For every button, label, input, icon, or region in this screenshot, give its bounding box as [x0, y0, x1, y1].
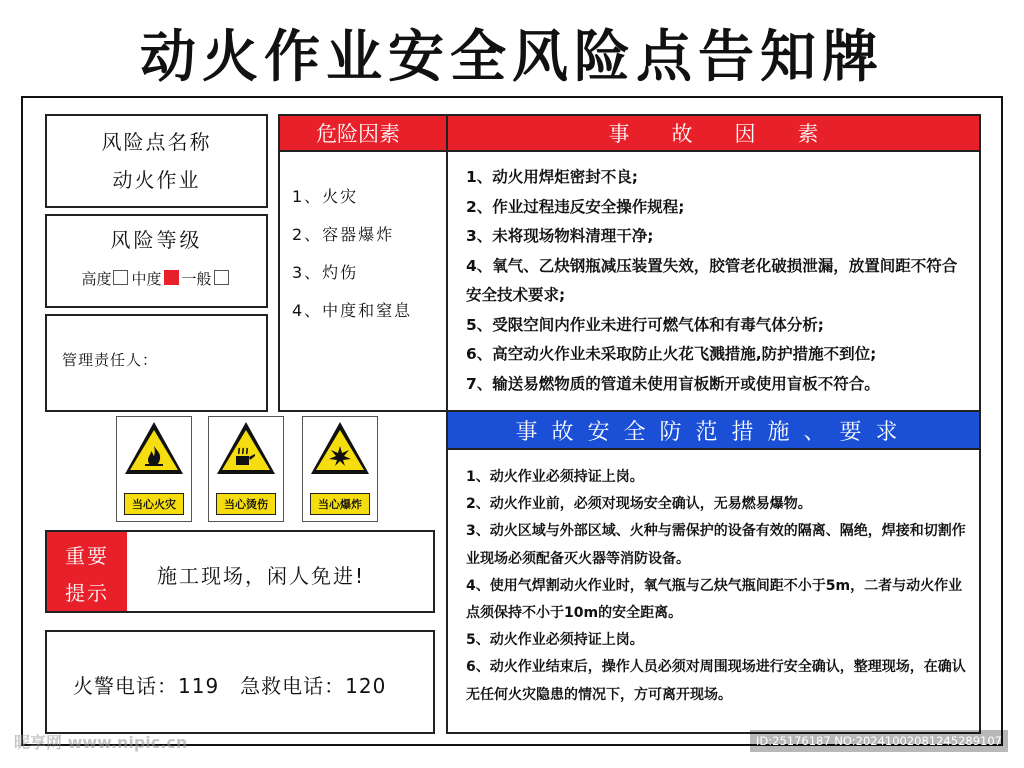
risk-level-checkbox	[164, 270, 179, 285]
risk-level-options	[47, 268, 266, 289]
fire-icon	[142, 445, 166, 467]
measures-box	[446, 410, 981, 734]
risk-level-checkbox	[214, 270, 229, 285]
manager-label: 管理责任人：	[62, 351, 159, 369]
hazard-item: 1、火灾	[292, 187, 359, 206]
causes-box	[446, 114, 981, 412]
cause-item: 5、受限空间内作业未进行可燃气体和有毒气体分析;	[466, 315, 824, 334]
watermark-left: 昵享网 www.nipic.cn	[14, 733, 188, 752]
phones-text: 火警电话：119 急救电话：120	[73, 674, 387, 698]
measure-item: 3、动火区域与外部区域、火种与需保护的设备有效的隔离、隔绝，焊接和切割作业现场必须配备灭火器等消防设备。	[466, 523, 966, 567]
cause-item: 6、高空动火作业未采取防止火花飞溅措施,防护措施不到位;	[466, 345, 877, 363]
risk-level-option-label: 中度	[131, 270, 162, 288]
causes-header: 事 故 因 素	[448, 116, 979, 152]
important-text: 施工现场，闲人免进!	[157, 564, 366, 588]
risk-point-label: 风险点名称	[101, 130, 212, 154]
hazard-item: 2、容器爆炸	[292, 225, 395, 244]
risk-level-option-label: 高度	[81, 270, 112, 288]
measures-header: 事故安全防范措施、要求	[448, 412, 979, 450]
cause-item: 4、氧气、乙炔钢瓶减压装置失效，胶管老化破损泄漏，放置间距不符合安全技术要求;	[466, 256, 958, 304]
risk-level-box	[45, 214, 268, 308]
hazards-box	[278, 114, 448, 412]
hazards-list	[292, 178, 442, 330]
measure-item: 6、动火作业结束后，操作人员必须对周围现场进行安全确认，整理现场，在确认无任何火灾隐患的情况下，方可离开现场。	[466, 659, 966, 703]
sign-explosion-label: 当心爆炸	[310, 493, 370, 515]
sign-scald	[208, 416, 284, 522]
causes-list	[466, 163, 966, 399]
scald-icon	[233, 445, 259, 467]
sign-scald-label: 当心烫伤	[216, 493, 276, 515]
important-box	[45, 530, 435, 613]
sign-fire-label: 当心火灾	[124, 493, 184, 515]
hazards-header: 危险因素	[280, 116, 446, 152]
measure-item: 5、动火作业必须持证上岗。	[466, 632, 644, 649]
phones-box	[45, 630, 435, 734]
sign-fire	[116, 416, 192, 522]
explosion-icon	[328, 445, 352, 467]
risk-level-checkbox	[113, 270, 128, 285]
important-tag-top: 重要	[65, 544, 109, 568]
measure-item: 1、动火作业必须持证上岗。	[466, 469, 644, 485]
page-title: 动火作业安全风险点告知牌	[140, 25, 884, 90]
risk-point-box	[45, 114, 268, 208]
cause-item: 7、输送易燃物质的管道未使用盲板断开或使用盲板不符合。	[466, 374, 880, 393]
measure-item: 4、使用气焊割动火作业时，氧气瓶与乙炔气瓶间距不小于5m，二者与动火作业点须保持不小于10m的安全距离。	[466, 577, 963, 622]
risk-level-label: 风险等级	[110, 228, 203, 252]
sign-explosion	[302, 416, 378, 522]
hazard-item: 3、灼伤	[292, 263, 359, 282]
watermark-right: ID:25176187 NO:20241002081245289107	[750, 730, 1008, 752]
risk-level-option-label: 一般	[181, 270, 212, 288]
manager-box	[45, 314, 268, 412]
measure-item: 2、动火作业前，必须对现场安全确认，无易燃易爆物。	[466, 496, 812, 513]
important-tag-bottom: 提示	[65, 581, 109, 605]
cause-item: 1、动火用焊炬密封不良;	[466, 168, 638, 186]
cause-item: 2、作业过程违反安全操作规程;	[466, 197, 685, 216]
risk-point-value: 动火作业	[112, 168, 201, 192]
measures-list	[466, 464, 971, 709]
important-tag	[47, 532, 127, 611]
cause-item: 3、未将现场物料清理干净;	[466, 227, 654, 245]
hazard-item: 4、中度和窒息	[292, 301, 413, 320]
